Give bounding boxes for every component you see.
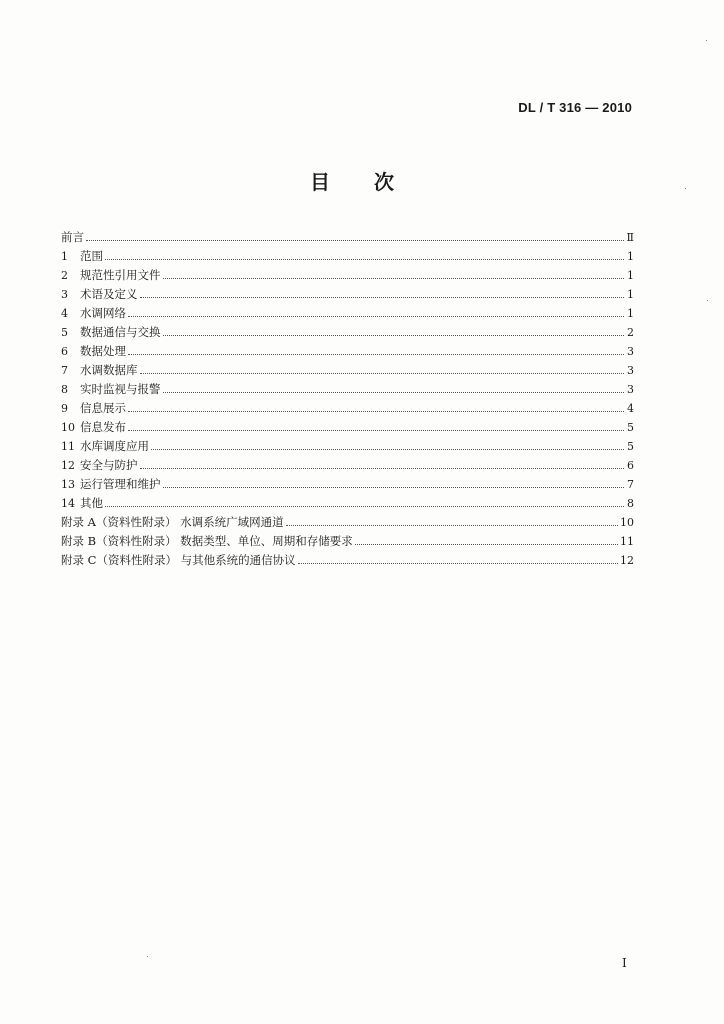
scan-speck — [706, 40, 707, 41]
toc-entry-label: 范围 — [80, 249, 103, 263]
toc-entry-page: 3 — [627, 364, 634, 377]
toc-dot-leader — [128, 410, 624, 412]
toc-entry-page: 3 — [627, 383, 634, 396]
toc-entry[interactable] — [61, 304, 634, 323]
toc-entry[interactable] — [61, 437, 634, 456]
toc-dot-leader — [105, 258, 624, 260]
toc-dot-leader — [163, 334, 625, 336]
toc-entry-page: 8 — [627, 497, 634, 510]
toc-entry-page: 2 — [627, 326, 634, 339]
toc-entry-number: 13 — [61, 478, 75, 491]
toc-entry[interactable] — [61, 228, 634, 247]
toc-entry-page: 7 — [627, 478, 634, 491]
toc-entry-label: 附录 A（资料性附录） 水调系统广域网通道 — [61, 515, 284, 529]
toc-entry-label: 安全与防护 — [80, 458, 138, 472]
toc-entry-number: 1 — [61, 250, 68, 263]
toc-entry-page: 6 — [627, 459, 634, 472]
scan-speck — [147, 956, 148, 957]
toc-entry[interactable] — [61, 494, 634, 513]
toc-entry-number: 11 — [61, 440, 75, 453]
toc-entry-page: 1 — [627, 288, 634, 301]
toc-entry[interactable] — [61, 551, 634, 570]
toc-dot-leader — [140, 467, 625, 469]
toc-entry-page: 12 — [620, 554, 634, 567]
toc-entry-label: 实时监视与报警 — [80, 382, 161, 396]
toc-entry-page: 4 — [627, 402, 634, 415]
toc-entry[interactable] — [61, 513, 634, 532]
table-of-contents — [61, 228, 634, 570]
toc-entry-number: 8 — [61, 383, 68, 396]
toc-entry-label: 数据通信与交换 — [80, 325, 161, 339]
toc-entry[interactable] — [61, 475, 634, 494]
document-code: DL / T 316 — 2010 — [518, 100, 632, 115]
toc-entry[interactable] — [61, 399, 634, 418]
toc-entry[interactable] — [61, 418, 634, 437]
toc-entry[interactable] — [61, 342, 634, 361]
toc-entry[interactable] — [61, 247, 634, 266]
page-number: I — [622, 956, 627, 970]
toc-dot-leader — [105, 505, 624, 507]
toc-entry-number: 5 — [61, 326, 68, 339]
toc-entry-number: 6 — [61, 345, 68, 358]
toc-entry-label: 前言 — [61, 230, 84, 244]
toc-entry-page: 5 — [627, 440, 634, 453]
toc-dot-leader — [286, 524, 618, 526]
toc-entry-label: 水库调度应用 — [80, 439, 149, 453]
toc-dot-leader — [140, 296, 625, 298]
toc-dot-leader — [128, 315, 624, 317]
scan-speck — [685, 188, 686, 189]
toc-entry-number: 12 — [61, 459, 75, 472]
toc-entry-label: 数据处理 — [80, 344, 126, 358]
toc-entry-label: 规范性引用文件 — [80, 268, 161, 282]
toc-entry-label: 附录 C（资料性附录） 与其他系统的通信协议 — [61, 553, 296, 567]
toc-entry-page: 1 — [627, 307, 634, 320]
toc-entry-label: 术语及定义 — [80, 287, 138, 301]
toc-entry-page: 1 — [627, 269, 634, 282]
toc-entry-label: 信息展示 — [80, 401, 126, 415]
toc-entry-number: 7 — [61, 364, 68, 377]
toc-entry-number: 2 — [61, 269, 68, 282]
toc-entry-label: 其他 — [80, 496, 103, 510]
toc-entry[interactable] — [61, 532, 634, 551]
toc-dot-leader — [163, 391, 625, 393]
toc-entry[interactable] — [61, 456, 634, 475]
toc-entry-number: 10 — [61, 421, 75, 434]
toc-entry-label: 运行管理和维护 — [80, 477, 161, 491]
toc-entry-number: 9 — [61, 402, 68, 415]
toc-entry-number: 3 — [61, 288, 68, 301]
toc-dot-leader — [163, 277, 625, 279]
toc-entry-label: 水调网络 — [80, 306, 126, 320]
toc-dot-leader — [151, 448, 624, 450]
toc-entry[interactable] — [61, 285, 634, 304]
toc-dot-leader — [128, 429, 624, 431]
toc-entry-page: 3 — [627, 345, 634, 358]
toc-entry-page: 1 — [627, 250, 634, 263]
toc-entry-number: 14 — [61, 497, 75, 510]
toc-entry[interactable] — [61, 380, 634, 399]
toc-entry[interactable] — [61, 266, 634, 285]
toc-entry[interactable] — [61, 323, 634, 342]
toc-dot-leader — [298, 562, 618, 564]
toc-entry-page: Ⅱ — [626, 231, 634, 244]
toc-entry-label: 附录 B（资料性附录） 数据类型、单位、周期和存储要求 — [61, 534, 353, 548]
toc-entry-label: 水调数据库 — [80, 363, 138, 377]
toc-entry-page: 11 — [620, 535, 634, 548]
toc-entry[interactable] — [61, 361, 634, 380]
scan-speck — [707, 300, 708, 301]
toc-dot-leader — [128, 353, 624, 355]
toc-dot-leader — [163, 486, 625, 488]
toc-entry-page: 10 — [620, 516, 634, 529]
toc-entry-label: 信息发布 — [80, 420, 126, 434]
toc-entry-number: 4 — [61, 307, 68, 320]
toc-dot-leader — [86, 239, 624, 241]
page-title: 目次 — [310, 170, 438, 194]
toc-entry-page: 5 — [627, 421, 634, 434]
toc-dot-leader — [355, 543, 618, 545]
toc-dot-leader — [140, 372, 625, 374]
